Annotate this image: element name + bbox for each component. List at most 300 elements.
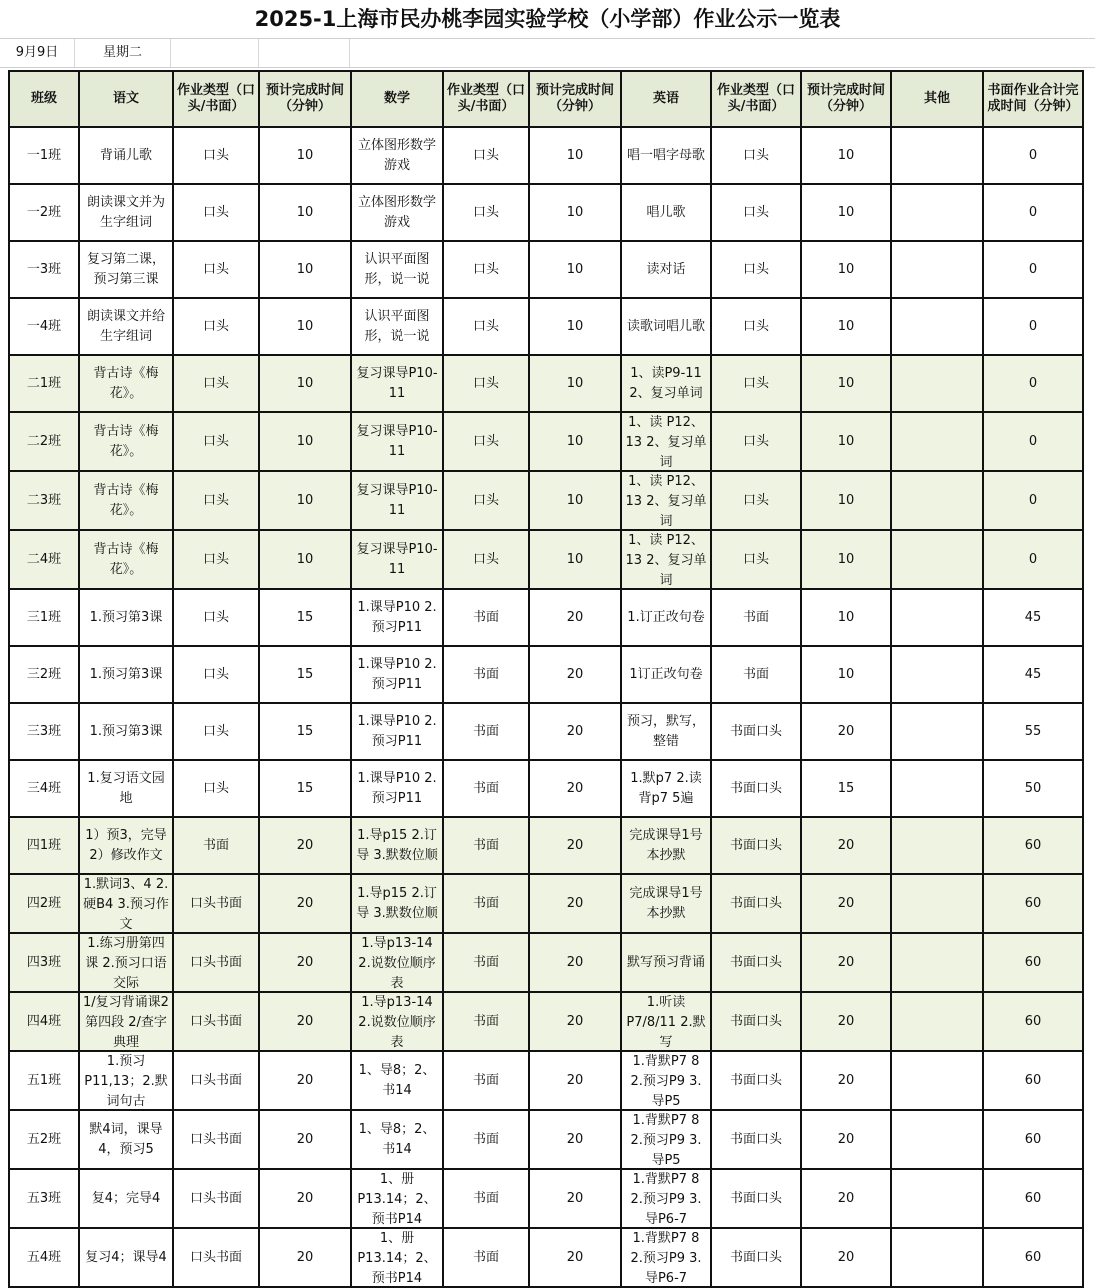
chinese-time-cell <box>259 127 351 184</box>
english-cell-text: 1.默p7 2.读背p7 5遍 <box>630 770 702 806</box>
english-type-cell-text: 口头 <box>742 318 769 334</box>
english-type-cell-text: 书面口头 <box>729 895 782 911</box>
other-cell <box>891 992 983 1051</box>
english-time-cell-text: 15 <box>837 780 855 796</box>
header-chinese-time: 预计完成时间（分钟） <box>259 71 351 127</box>
total-cell <box>983 530 1083 589</box>
english-time-cell <box>801 992 891 1051</box>
table-row <box>9 241 1083 298</box>
header-english-type: 作业类型（口头/书面） <box>711 71 801 127</box>
total-cell-text: 60 <box>1024 1072 1042 1088</box>
english-type-cell-text: 口头 <box>742 492 769 508</box>
english-type-cell-text: 口头 <box>742 261 769 277</box>
english-time-cell-text: 10 <box>837 433 855 449</box>
english-type-cell <box>711 355 801 412</box>
math-type-cell-text: 书面 <box>472 723 499 739</box>
chinese-cell-text: 1.练习册第四课 2.预习口语交际 <box>85 936 167 991</box>
chinese-cell-text: 1.预习P11,13；2.默词句古 <box>84 1054 168 1109</box>
class-cell-text: 一2班 <box>26 204 62 220</box>
chinese-time-cell <box>259 1110 351 1169</box>
total-cell <box>983 412 1083 471</box>
english-cell <box>621 933 711 992</box>
class-cell-text: 五1班 <box>26 1072 62 1088</box>
english-time-cell <box>801 184 891 241</box>
total-cell <box>983 760 1083 817</box>
english-cell <box>621 589 711 646</box>
math-time-cell-text: 20 <box>566 1131 584 1147</box>
total-cell-text: 0 <box>1028 204 1038 220</box>
english-cell <box>621 127 711 184</box>
english-cell-text: 1.背默P7 8 2.预习P9 3.导P6-7 <box>630 1231 702 1286</box>
english-time-cell <box>801 241 891 298</box>
homework-table <box>8 70 1084 1288</box>
math-cell <box>351 471 443 530</box>
class-cell <box>9 874 79 933</box>
chinese-time-cell-text: 15 <box>296 780 314 796</box>
math-type-cell-text: 书面 <box>472 666 499 682</box>
chinese-cell <box>79 1228 173 1287</box>
math-time-cell <box>529 874 621 933</box>
math-cell <box>351 1169 443 1228</box>
chinese-time-cell-text: 15 <box>296 723 314 739</box>
math-cell-text: 1、册P13.14；2、预书P14 <box>357 1231 437 1286</box>
english-time-cell-text: 20 <box>837 895 855 911</box>
english-type-cell <box>711 184 801 241</box>
header-english: 英语 <box>621 71 711 127</box>
english-cell <box>621 184 711 241</box>
chinese-cell <box>79 471 173 530</box>
math-cell-text: 1、导8；2、书14 <box>358 1121 436 1157</box>
chinese-cell <box>79 760 173 817</box>
total-cell-text: 55 <box>1024 723 1042 739</box>
math-type-cell-text: 书面 <box>472 1013 499 1029</box>
other-cell <box>891 817 983 874</box>
english-cell-text: 完成课导1号本抄默 <box>629 827 703 863</box>
total-cell-text: 0 <box>1028 433 1038 449</box>
chinese-type-cell <box>173 1228 259 1287</box>
math-time-cell-text: 10 <box>566 318 584 334</box>
math-cell-text: 1.导p15 2.订导 3.默数位顺 <box>356 827 438 863</box>
chinese-time-cell-text: 10 <box>296 204 314 220</box>
math-cell <box>351 412 443 471</box>
other-cell <box>891 874 983 933</box>
chinese-cell <box>79 933 173 992</box>
chinese-type-cell-text: 口头书面 <box>189 1131 242 1147</box>
math-type-cell-text: 口头 <box>472 375 499 391</box>
other-cell <box>891 412 983 471</box>
table-row <box>9 646 1083 703</box>
chinese-cell-text: 复习4；课导4 <box>85 1249 167 1265</box>
class-cell <box>9 241 79 298</box>
class-cell <box>9 646 79 703</box>
header-math: 数学 <box>351 71 443 127</box>
english-type-cell <box>711 874 801 933</box>
math-cell <box>351 530 443 589</box>
table-row <box>9 471 1083 530</box>
chinese-time-cell <box>259 589 351 646</box>
math-type-cell <box>443 412 529 471</box>
english-cell <box>621 760 711 817</box>
english-time-cell-text: 20 <box>837 723 855 739</box>
chinese-type-cell <box>173 241 259 298</box>
math-time-cell <box>529 1169 621 1228</box>
other-cell <box>891 241 983 298</box>
english-type-cell <box>711 703 801 760</box>
math-time-cell-text: 10 <box>566 492 584 508</box>
chinese-type-cell <box>173 355 259 412</box>
math-time-cell <box>529 298 621 355</box>
total-cell <box>983 703 1083 760</box>
english-time-cell-text: 10 <box>837 147 855 163</box>
math-time-cell <box>529 412 621 471</box>
chinese-time-cell <box>259 1169 351 1228</box>
english-type-cell <box>711 412 801 471</box>
english-type-cell-text: 口头 <box>742 375 769 391</box>
empty-cell <box>171 39 259 67</box>
chinese-cell <box>79 1051 173 1110</box>
class-cell-text: 二4班 <box>26 551 62 567</box>
math-cell-text: 1、册P13.14；2、预书P14 <box>357 1172 437 1227</box>
chinese-type-cell-text: 口头 <box>202 666 229 682</box>
table-row <box>9 1051 1083 1110</box>
english-cell-text: 预习，默写，整错 <box>626 713 705 749</box>
math-cell <box>351 589 443 646</box>
chinese-time-cell <box>259 530 351 589</box>
english-type-cell <box>711 1228 801 1287</box>
math-type-cell <box>443 817 529 874</box>
english-cell-text: 1.背默P7 8 2.预习P9 3.导P5 <box>630 1113 702 1168</box>
math-type-cell <box>443 127 529 184</box>
class-cell-text: 五2班 <box>26 1131 62 1147</box>
table-row <box>9 127 1083 184</box>
math-type-cell <box>443 646 529 703</box>
total-cell <box>983 589 1083 646</box>
english-time-cell-text: 10 <box>837 551 855 567</box>
chinese-type-cell-text: 口头 <box>202 723 229 739</box>
chinese-type-cell-text: 书面 <box>202 837 229 853</box>
english-type-cell-text: 口头 <box>742 551 769 567</box>
math-cell <box>351 1110 443 1169</box>
chinese-type-cell-text: 口头 <box>202 147 229 163</box>
chinese-time-cell-text: 20 <box>296 837 314 853</box>
english-type-cell <box>711 589 801 646</box>
header-math-time: 预计完成时间（分钟） <box>529 71 621 127</box>
math-type-cell <box>443 1228 529 1287</box>
chinese-cell <box>79 298 173 355</box>
table-row <box>9 1169 1083 1228</box>
math-time-cell-text: 20 <box>566 954 584 970</box>
table-row <box>9 992 1083 1051</box>
english-cell-text: 1.背默P7 8 2.预习P9 3.导P6-7 <box>630 1172 702 1227</box>
english-time-cell <box>801 530 891 589</box>
math-time-cell-text: 20 <box>566 837 584 853</box>
math-time-cell-text: 10 <box>566 551 584 567</box>
english-time-cell <box>801 874 891 933</box>
other-cell <box>891 933 983 992</box>
class-cell <box>9 1110 79 1169</box>
math-type-cell-text: 口头 <box>472 433 499 449</box>
class-cell <box>9 412 79 471</box>
math-type-cell-text: 书面 <box>472 1131 499 1147</box>
math-cell-text: 复习课导P10-11 <box>356 482 438 518</box>
other-cell <box>891 355 983 412</box>
english-type-cell-text: 书面口头 <box>729 1013 782 1029</box>
total-cell-text: 45 <box>1024 609 1042 625</box>
other-cell <box>891 1051 983 1110</box>
english-cell <box>621 874 711 933</box>
math-type-cell <box>443 589 529 646</box>
chinese-time-cell <box>259 646 351 703</box>
chinese-type-cell-text: 口头书面 <box>189 1249 242 1265</box>
math-cell-text: 1.导p15 2.订导 3.默数位顺 <box>356 885 438 921</box>
english-time-cell <box>801 355 891 412</box>
total-cell <box>983 1169 1083 1228</box>
class-cell-text: 三3班 <box>26 723 62 739</box>
chinese-type-cell <box>173 412 259 471</box>
math-time-cell <box>529 703 621 760</box>
english-type-cell <box>711 471 801 530</box>
chinese-cell-text: 背诵儿歌 <box>99 147 152 163</box>
english-cell-text: 读对话 <box>646 261 686 277</box>
english-type-cell-text: 书面口头 <box>729 837 782 853</box>
chinese-time-cell-text: 20 <box>296 1013 314 1029</box>
english-time-cell-text: 20 <box>837 1190 855 1206</box>
math-time-cell <box>529 646 621 703</box>
chinese-time-cell-text: 10 <box>296 147 314 163</box>
english-cell-text: 唱儿歌 <box>646 204 686 220</box>
chinese-time-cell <box>259 817 351 874</box>
english-cell <box>621 646 711 703</box>
math-type-cell-text: 书面 <box>472 1072 499 1088</box>
total-cell-text: 0 <box>1028 261 1038 277</box>
class-cell-text: 四2班 <box>26 895 62 911</box>
english-cell-text: 1、读P9-11 2、复习单词 <box>629 365 703 401</box>
class-cell-text: 一3班 <box>26 261 62 277</box>
other-cell <box>891 703 983 760</box>
english-cell-text: 唱一唱字母歌 <box>626 147 705 163</box>
english-cell-text: 默写预习背诵 <box>626 954 705 970</box>
chinese-cell <box>79 703 173 760</box>
total-cell-text: 0 <box>1028 318 1038 334</box>
english-cell <box>621 471 711 530</box>
table-row <box>9 355 1083 412</box>
header-row <box>9 71 1083 127</box>
chinese-cell <box>79 817 173 874</box>
chinese-time-cell <box>259 874 351 933</box>
other-cell <box>891 646 983 703</box>
math-type-cell <box>443 298 529 355</box>
math-cell-text: 立体图形数学游戏 <box>357 194 436 230</box>
english-cell <box>621 355 711 412</box>
chinese-cell-text: 1.复习语文园地 <box>87 770 165 806</box>
math-type-cell-text: 口头 <box>472 261 499 277</box>
chinese-type-cell <box>173 817 259 874</box>
chinese-type-cell-text: 口头书面 <box>189 954 242 970</box>
english-type-cell-text: 口头 <box>742 204 769 220</box>
math-time-cell-text: 20 <box>566 1190 584 1206</box>
chinese-time-cell <box>259 355 351 412</box>
math-cell <box>351 992 443 1051</box>
total-cell-text: 0 <box>1028 147 1038 163</box>
table-row <box>9 298 1083 355</box>
other-cell <box>891 760 983 817</box>
math-time-cell <box>529 1051 621 1110</box>
class-cell <box>9 298 79 355</box>
class-cell <box>9 355 79 412</box>
english-type-cell <box>711 1110 801 1169</box>
math-type-cell <box>443 1110 529 1169</box>
homework-table-wrapper <box>8 70 1082 1286</box>
chinese-type-cell-text: 口头 <box>202 204 229 220</box>
math-type-cell <box>443 1051 529 1110</box>
table-row <box>9 874 1083 933</box>
english-type-cell <box>711 127 801 184</box>
table-row <box>9 530 1083 589</box>
math-cell <box>351 760 443 817</box>
chinese-time-cell-text: 20 <box>296 1072 314 1088</box>
english-time-cell-text: 20 <box>837 1249 855 1265</box>
class-cell <box>9 127 79 184</box>
class-cell-text: 一1班 <box>26 147 62 163</box>
class-cell <box>9 817 79 874</box>
english-time-cell-text: 10 <box>837 492 855 508</box>
math-time-cell-text: 20 <box>566 666 584 682</box>
math-type-cell-text: 书面 <box>472 954 499 970</box>
chinese-time-cell-text: 10 <box>296 433 314 449</box>
chinese-cell <box>79 1169 173 1228</box>
english-type-cell-text: 书面口头 <box>729 780 782 796</box>
math-type-cell-text: 书面 <box>472 837 499 853</box>
math-cell-text: 1.课导P10 2.预习P11 <box>357 770 437 806</box>
math-cell <box>351 933 443 992</box>
chinese-type-cell-text: 口头 <box>202 492 229 508</box>
chinese-type-cell-text: 口头书面 <box>189 895 242 911</box>
class-cell-text: 五4班 <box>26 1249 62 1265</box>
math-time-cell <box>529 933 621 992</box>
english-type-cell-text: 书面口头 <box>729 954 782 970</box>
other-cell <box>891 1110 983 1169</box>
english-type-cell-text: 书面口头 <box>729 1131 782 1147</box>
math-time-cell <box>529 355 621 412</box>
header-chinese-type: 作业类型（口头/书面） <box>173 71 259 127</box>
math-type-cell-text: 口头 <box>472 492 499 508</box>
math-type-cell-text: 书面 <box>472 895 499 911</box>
math-cell-text: 1.导p13-14 2.说数位顺序表 <box>358 936 436 991</box>
class-cell-text: 二3班 <box>26 492 62 508</box>
chinese-cell <box>79 241 173 298</box>
math-time-cell <box>529 1228 621 1287</box>
chinese-time-cell <box>259 703 351 760</box>
math-type-cell-text: 口头 <box>472 318 499 334</box>
table-row <box>9 703 1083 760</box>
english-cell-text: 读歌词唱儿歌 <box>626 318 705 334</box>
chinese-cell <box>79 184 173 241</box>
math-time-cell <box>529 184 621 241</box>
english-cell <box>621 241 711 298</box>
chinese-cell-text: 复习第二课，预习第三课 <box>86 251 165 287</box>
chinese-cell <box>79 530 173 589</box>
chinese-cell <box>79 992 173 1051</box>
english-type-cell <box>711 817 801 874</box>
total-cell <box>983 1110 1083 1169</box>
math-time-cell-text: 20 <box>566 609 584 625</box>
chinese-time-cell <box>259 1051 351 1110</box>
table-row <box>9 589 1083 646</box>
chinese-time-cell-text: 20 <box>296 1190 314 1206</box>
total-cell <box>983 817 1083 874</box>
math-cell <box>351 1051 443 1110</box>
math-type-cell <box>443 703 529 760</box>
math-type-cell <box>443 355 529 412</box>
math-time-cell-text: 10 <box>566 433 584 449</box>
english-time-cell <box>801 1110 891 1169</box>
math-time-cell-text: 20 <box>566 780 584 796</box>
english-type-cell-text: 口头 <box>742 147 769 163</box>
english-time-cell <box>801 817 891 874</box>
total-cell <box>983 127 1083 184</box>
chinese-time-cell-text: 10 <box>296 492 314 508</box>
math-type-cell <box>443 241 529 298</box>
date-cell: 9月9日 <box>0 39 75 67</box>
english-cell-text: 1订正改句卷 <box>629 666 703 682</box>
chinese-cell <box>79 646 173 703</box>
math-time-cell <box>529 241 621 298</box>
english-type-cell <box>711 530 801 589</box>
math-cell-text: 1.导p13-14 2.说数位顺序表 <box>358 995 436 1050</box>
class-cell <box>9 703 79 760</box>
english-time-cell <box>801 646 891 703</box>
chinese-time-cell <box>259 992 351 1051</box>
english-type-cell <box>711 1169 801 1228</box>
header-class: 班级 <box>9 71 79 127</box>
english-time-cell <box>801 760 891 817</box>
chinese-cell-text: 1/复习背诵课2第四段 2/查字典理 <box>83 995 169 1050</box>
chinese-time-cell <box>259 412 351 471</box>
class-cell-text: 四3班 <box>26 954 62 970</box>
chinese-type-cell <box>173 298 259 355</box>
english-time-cell <box>801 1228 891 1287</box>
english-cell <box>621 703 711 760</box>
math-type-cell-text: 书面 <box>472 1190 499 1206</box>
english-time-cell <box>801 589 891 646</box>
other-cell <box>891 1169 983 1228</box>
math-cell-text: 认识平面图形，说一说 <box>364 251 430 287</box>
total-cell <box>983 933 1083 992</box>
chinese-cell <box>79 127 173 184</box>
english-time-cell-text: 10 <box>837 375 855 391</box>
math-cell-text: 复习课导P10-11 <box>356 423 438 459</box>
chinese-type-cell <box>173 530 259 589</box>
english-time-cell-text: 10 <box>837 609 855 625</box>
math-time-cell <box>529 760 621 817</box>
english-time-cell-text: 20 <box>837 1131 855 1147</box>
class-cell-text: 二1班 <box>26 375 62 391</box>
math-type-cell-text: 书面 <box>472 1249 499 1265</box>
chinese-cell <box>79 412 173 471</box>
class-cell-text: 三2班 <box>26 666 62 682</box>
math-cell-text: 1.课导P10 2.预习P11 <box>357 713 437 749</box>
english-time-cell-text: 10 <box>837 261 855 277</box>
total-cell <box>983 471 1083 530</box>
english-type-cell <box>711 933 801 992</box>
math-time-cell-text: 10 <box>566 375 584 391</box>
chinese-cell-text: 复4；完导4 <box>91 1190 161 1206</box>
table-row <box>9 760 1083 817</box>
english-cell <box>621 1051 711 1110</box>
math-type-cell-text: 口头 <box>472 204 499 220</box>
other-cell <box>891 298 983 355</box>
chinese-time-cell-text: 20 <box>296 1249 314 1265</box>
